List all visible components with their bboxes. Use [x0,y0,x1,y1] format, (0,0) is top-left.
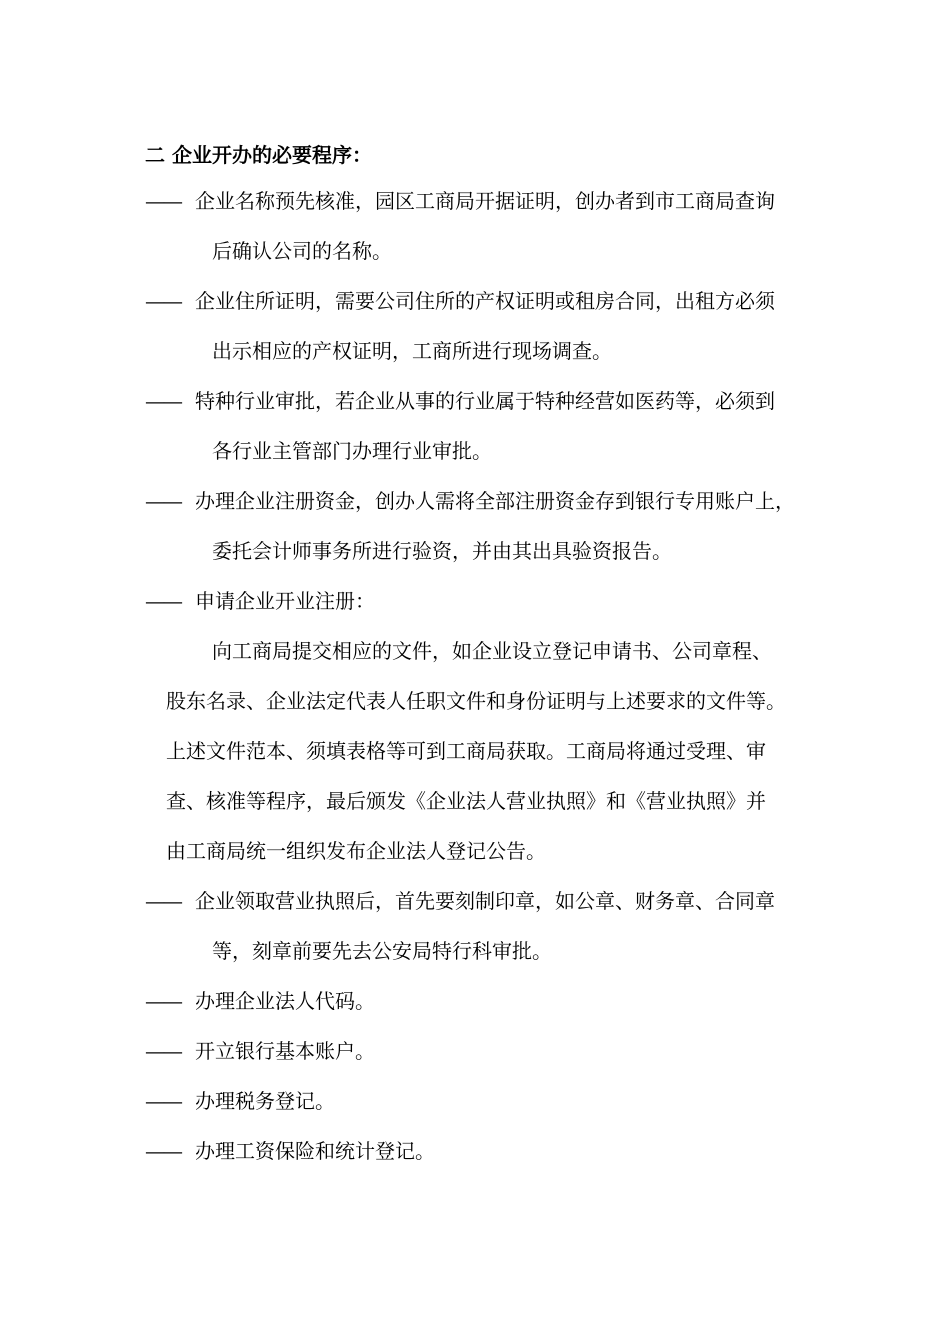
item-continuation: 出示相应的产权证明，工商所进行现场调查。 [212,339,612,363]
item-text: 办理企业注册资金，创办人需将全部注册资金存到银行专用账户上， [195,489,795,513]
item-text: 企业名称预先核准，园区工商局开据证明，创办者到市工商局查询 [195,189,775,213]
paragraph-line: 向工商局提交相应的文件，如企业设立登记申请书、公司章程、 [212,639,772,663]
dash-marker: —— [145,389,181,413]
item-continuation: 等，刻章前要先去公安局特行科审批。 [212,939,552,963]
list-item [145,1037,375,1065]
dash-marker: —— [145,1039,181,1063]
list-item [145,187,775,215]
item-text: 企业领取营业执照后，首先要刻制印章，如公章、财务章、合同章 [195,889,775,913]
section-heading: 二 企业开办的必要程序： [145,143,372,167]
item-text: 特种行业审批，若企业从事的行业属于特种经营如医药等，必须到 [195,389,775,413]
list-item [145,287,775,315]
item-text: 办理工资保险和统计登记。 [195,1139,435,1163]
item-continuation: 后确认公司的名称。 [212,239,392,263]
item-text: 开立银行基本账户。 [195,1039,375,1063]
item-text: 企业住所证明，需要公司住所的产权证明或租房合同，出租方必须 [195,289,775,313]
list-item [145,1087,335,1115]
paragraph-line: 股东名录、企业法定代表人任职文件和身份证明与上述要求的文件等。 [166,689,786,713]
list-item [145,887,775,915]
paragraph-line: 由工商局统一组织发布企业法人登记公告。 [166,839,546,863]
dash-marker: —— [145,589,181,613]
paragraph-line: 查、核准等程序，最后颁发《企业法人营业执照》和《营业执照》并 [166,789,766,813]
dash-marker: —— [145,189,181,213]
dash-marker: —— [145,289,181,313]
item-continuation: 各行业主管部门办理行业审批。 [212,439,492,463]
dash-marker: —— [145,889,181,913]
list-item [145,1137,435,1165]
item-continuation: 委托会计师事务所进行验资，并由其出具验资报告。 [212,539,672,563]
dash-marker: —— [145,989,181,1013]
list-item [145,987,375,1015]
item-text: 申请企业开业注册： [195,589,375,613]
list-item [145,487,795,515]
dash-marker: —— [145,1139,181,1163]
dash-marker: —— [145,1089,181,1113]
paragraph-line: 上述文件范本、须填表格等可到工商局获取。工商局将通过受理、审 [166,739,766,763]
item-text: 办理税务登记。 [195,1089,335,1113]
list-item [145,587,375,615]
list-item [145,387,775,415]
item-text: 办理企业法人代码。 [195,989,375,1013]
dash-marker: —— [145,489,181,513]
